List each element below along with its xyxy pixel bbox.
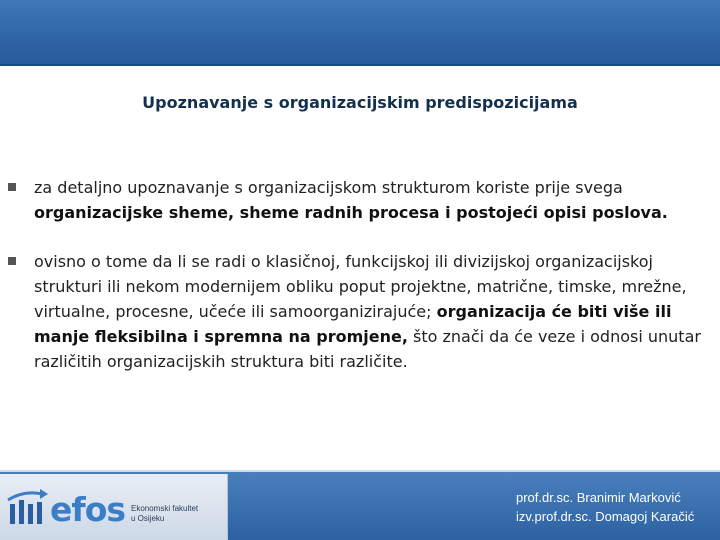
bullet-list (0, 175, 720, 374)
bullet-text-bold: organizacija će biti više ili manje fleksibilna i spremna na promjene, (34, 302, 672, 346)
institution-line: u Osijeku (131, 514, 165, 523)
bullet-item (34, 175, 714, 225)
bullet-text: što znači da će veze i odnosi unutar različitih organizacijskih struktura biti različite. (34, 327, 701, 371)
square-bullet-icon (8, 183, 16, 191)
author-name: prof.dr.sc. Branimir Marković (516, 490, 681, 505)
institution-name (131, 504, 198, 524)
author-list (516, 488, 694, 526)
slide-title: Upoznavanje s organizacijskim predispozicijama (142, 93, 578, 112)
bullet-text: ovisno o tome da li se radi o klasičnoj, funkcijskoj ili divizijskoj organizacijskoj strukturi ili nekom modernijem obliku poput projektne, matrične, timske, mrežne, virtualne, procesne, učeće ili samoorganizirajuće; (34, 252, 687, 321)
header-band (0, 0, 720, 66)
square-bullet-icon (8, 257, 16, 265)
logo (0, 474, 228, 540)
bullet-item (34, 249, 714, 374)
author-name: izv.prof.dr.sc. Domagoj Karačić (516, 509, 695, 524)
institution-line: Ekonomski fakultet (131, 504, 199, 513)
bullet-text: za detaljno upoznavanje s organizacijskom strukturom koriste prije svega (34, 178, 623, 197)
efos-bars-logo-icon (6, 486, 50, 526)
bullet-text-bold: organizacijske sheme, sheme radnih procesa i postojeći opisi poslova. (34, 203, 668, 222)
logo-wordmark: efos (50, 490, 126, 529)
